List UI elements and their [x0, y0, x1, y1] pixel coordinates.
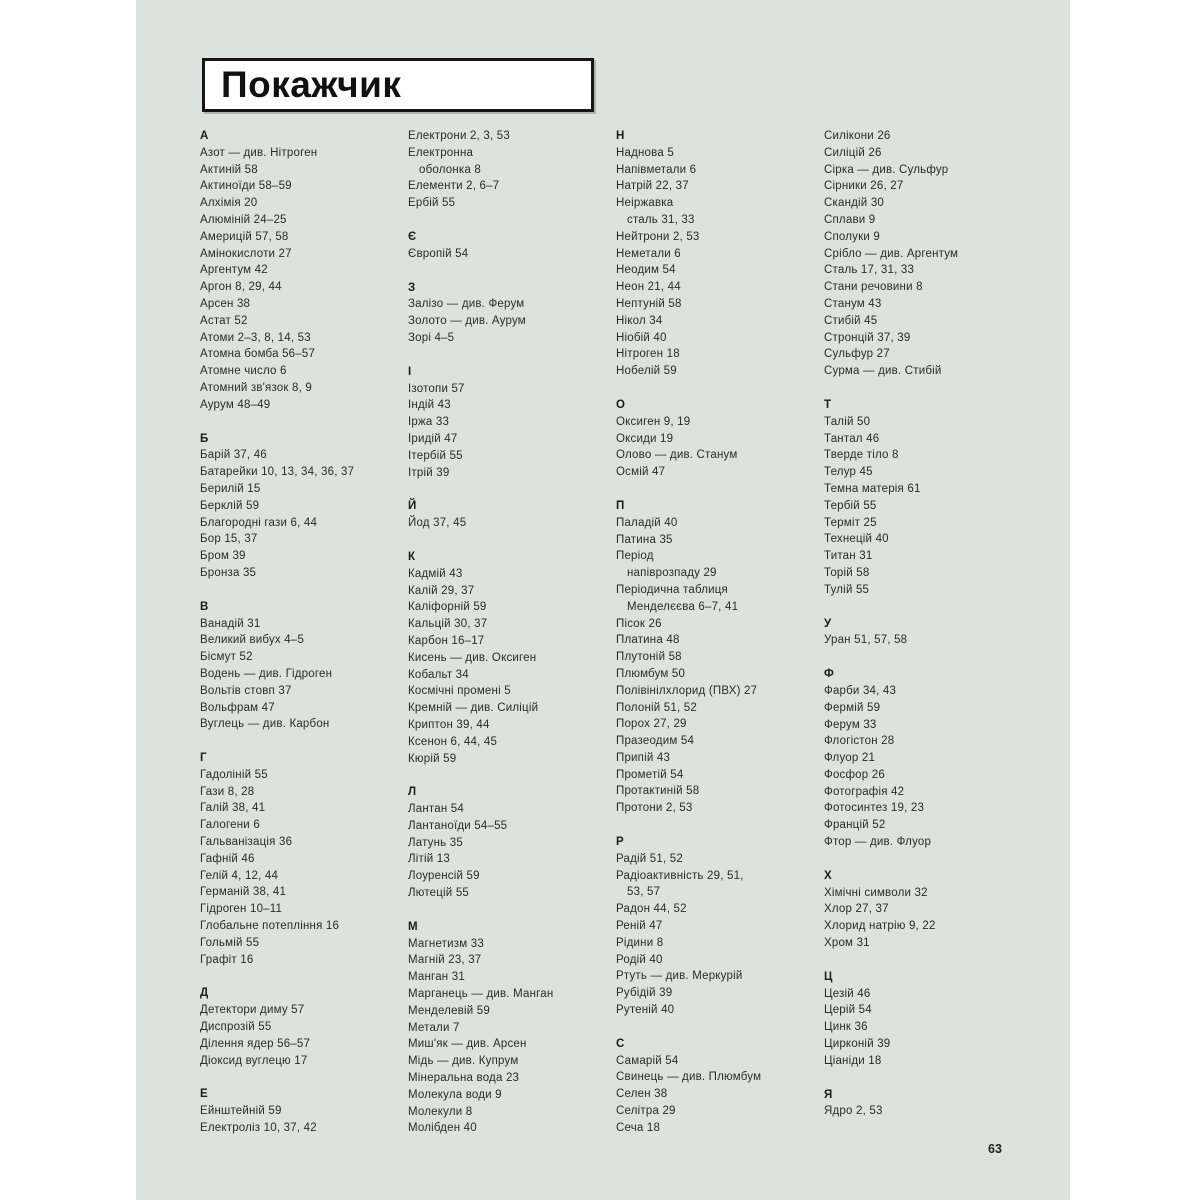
- index-entry: Іржа 33: [408, 416, 450, 429]
- index-entry: Гольмій 55: [200, 936, 260, 949]
- index-entry: Глобальне потепління 16: [200, 920, 340, 933]
- index-entry: Електронна: [408, 146, 474, 159]
- index-entry: Сполуки 9: [824, 230, 880, 243]
- index-section: [408, 229, 600, 263]
- index-title-box: [202, 58, 594, 112]
- index-entry: Осмій 47: [616, 466, 666, 479]
- index-entry: Францій 52: [824, 819, 886, 832]
- index-entry: Ейнштейній 59: [200, 1105, 282, 1118]
- section-letter: К: [408, 550, 416, 563]
- index-entry: Самарій 54: [616, 1054, 679, 1067]
- index-entry: Нептуній 58: [616, 297, 682, 310]
- index-entry: Кисень — див. Оксиген: [408, 651, 537, 664]
- index-entry: Олово — див. Станум: [616, 449, 738, 462]
- index-entry: Телур 45: [824, 466, 873, 479]
- index-entry: Сеча 18: [616, 1121, 661, 1134]
- index-entry: Напівметали 6: [616, 163, 697, 176]
- index-entry: Рутеній 40: [616, 1004, 675, 1017]
- index-entry-continuation: оболонка 8: [419, 163, 481, 176]
- index-section: [200, 1086, 392, 1136]
- index-entry: Молекула води 9: [408, 1088, 502, 1101]
- index-entry: Нікол 34: [616, 314, 663, 327]
- index-entry: Золото — див. Аурум: [408, 315, 526, 328]
- index-entry: Реній 47: [616, 920, 663, 933]
- index-entry: Силікони 26: [824, 130, 891, 142]
- index-section: [616, 1036, 808, 1137]
- index-entry: Ртуть — див. Меркурій: [616, 970, 743, 983]
- index-entry: Вуглець — див. Карбон: [200, 718, 330, 731]
- index-entry: Прометій 54: [616, 768, 684, 781]
- index-entry: Тербій 55: [824, 499, 877, 512]
- index-entry: Галогени 6: [200, 819, 260, 832]
- section-letter: Е: [200, 1088, 208, 1101]
- index-entry: Молекули 8: [408, 1105, 473, 1118]
- index-entry: Церій 54: [824, 1004, 872, 1017]
- index-column-1: [200, 128, 392, 1137]
- index-entry: Сталь 17, 31, 33: [824, 264, 915, 277]
- index-entry: Елементи 2, 6–7: [408, 180, 500, 193]
- index-entry: Гафній 46: [200, 852, 255, 865]
- index-entry-continuation: 53, 57: [627, 886, 661, 899]
- index-entry: Хлорид натрію 9, 22: [824, 920, 936, 933]
- index-entry-continuation: напіврозпаду 29: [627, 567, 717, 580]
- index-entry: Селен 38: [616, 1088, 668, 1101]
- index-entry: Уран 51, 57, 58: [824, 634, 908, 647]
- index-entry: Період: [616, 550, 654, 563]
- index-entry: Періодична таблиця: [616, 583, 728, 596]
- index-entry: Радон 44, 52: [616, 903, 687, 916]
- section-letter: Р: [616, 836, 624, 849]
- index-entry: Тверде тіло 8: [824, 449, 899, 462]
- section-letter: Г: [200, 752, 207, 765]
- index-entry: Цезій 46: [824, 987, 871, 1000]
- index-entry: Америцій 57, 58: [200, 230, 289, 243]
- index-entry: Азот — див. Нітроген: [200, 146, 318, 159]
- index-section: [824, 397, 1016, 599]
- section-letter: І: [408, 365, 412, 378]
- index-entry: Електроліз 10, 37, 42: [200, 1122, 317, 1135]
- index-section: [616, 397, 808, 481]
- index-entry: Манган 31: [408, 971, 465, 984]
- index-entry: Гідроген 10–11: [200, 903, 283, 916]
- index-section: [200, 599, 392, 733]
- section-letter: Л: [408, 786, 417, 799]
- index-section: [200, 985, 392, 1069]
- index-entry: Аргон 8, 29, 44: [200, 281, 282, 294]
- index-entry: Індій 43: [408, 399, 451, 412]
- index-entry: Сплави 9: [824, 213, 876, 226]
- index-entry: Ізотопи 57: [408, 382, 465, 395]
- index-entry: Сірка — див. Сульфур: [824, 163, 949, 176]
- index-section: [824, 969, 1016, 1070]
- index-entry: Гази 8, 28: [200, 785, 255, 798]
- index-entry: Вольфрам 47: [200, 701, 275, 714]
- section-letter: Я: [824, 1088, 833, 1101]
- index-entry: Магній 23, 37: [408, 954, 482, 967]
- index-entry: Лоуренсій 59: [408, 870, 480, 883]
- index-entry: Благородні гази 6, 44: [200, 516, 318, 529]
- section-letter: З: [408, 281, 416, 294]
- index-entry: Титан 31: [824, 550, 873, 563]
- index-entry: Алхімія 20: [200, 197, 258, 210]
- index-entry: Станум 43: [824, 297, 882, 310]
- index-entry: Срібло — див. Аргентум: [824, 247, 959, 260]
- index-entry: Графіт 16: [200, 953, 254, 966]
- index-entry: Терміт 25: [824, 516, 877, 529]
- section-letter: Т: [824, 398, 832, 411]
- index-entry: Стронцій 37, 39: [824, 331, 911, 344]
- index-section: [408, 280, 600, 347]
- section-letter: Б: [200, 432, 209, 445]
- index-entry: Калій 29, 37: [408, 584, 475, 597]
- index-section: [200, 750, 392, 968]
- section-letter: В: [200, 600, 209, 613]
- index-entry: Технецій 40: [824, 533, 889, 546]
- index-entry: Тулій 55: [824, 583, 870, 596]
- index-section: [616, 128, 808, 380]
- index-entry: Ербій 55: [408, 197, 456, 210]
- page-title: Покажчик: [221, 64, 402, 105]
- index-entry: Лютецій 55: [408, 887, 470, 900]
- index-entry: Ядро 2, 53: [824, 1105, 883, 1118]
- index-entry: Мідь — див. Купрум: [408, 1055, 519, 1068]
- section-letter: Х: [824, 869, 832, 882]
- index-section: [408, 364, 600, 482]
- index-entry: Діоксид вуглецю 17: [200, 1054, 308, 1067]
- index-entry: Атоми 2–3, 8, 14, 53: [200, 331, 311, 344]
- index-entry: Ітербій 55: [408, 449, 463, 462]
- index-entry: Селітра 29: [616, 1105, 676, 1118]
- index-entry: Стани речовини 8: [824, 281, 923, 294]
- index-entry: Бор 15, 37: [200, 533, 258, 546]
- index-entry: Лантан 54: [408, 803, 464, 816]
- index-entry: Радій 51, 52: [616, 852, 683, 865]
- book-page: [136, 0, 1070, 1200]
- index-entry: Гелій 4, 12, 44: [200, 869, 279, 882]
- index-entry: Марганець — див. Манган: [408, 988, 554, 1001]
- index-entry: Рубідій 39: [616, 987, 673, 1000]
- index-entry: Нейтрони 2, 53: [616, 230, 700, 243]
- index-column-2: [408, 128, 600, 1137]
- index-entry: Оксиген 9, 19: [616, 415, 691, 428]
- index-section: [824, 1087, 1016, 1121]
- index-entry: Метали 7: [408, 1021, 460, 1034]
- index-entry: Електрони 2, 3, 53: [408, 130, 510, 142]
- index-entry: Батарейки 10, 13, 34, 36, 37: [200, 466, 355, 479]
- index-section: [616, 834, 808, 1019]
- index-column-3: [616, 128, 808, 1137]
- index-section: [408, 784, 600, 902]
- index-entry: Хімічні символи 32: [824, 886, 928, 899]
- page-number: 63: [988, 1142, 1002, 1156]
- section-letter: Є: [408, 230, 417, 243]
- index-entry: Амінокислоти 27: [200, 247, 292, 260]
- index-entry: Ітрій 39: [408, 466, 450, 479]
- index-entry: Галій 38, 41: [200, 802, 266, 815]
- index-entry: Аргентум 42: [200, 264, 268, 277]
- index-entry: Торій 58: [824, 566, 870, 579]
- index-entry: Пісок 26: [616, 617, 662, 630]
- index-entry: Плюмбум 50: [616, 667, 686, 680]
- index-entry: Молібден 40: [408, 1122, 477, 1135]
- index-entry: Цинк 36: [824, 1021, 868, 1034]
- section-letter: П: [616, 499, 625, 512]
- index-entry: Нобелій 59: [616, 365, 677, 378]
- index-entry: Фотосинтез 19, 23: [824, 802, 925, 815]
- index-section: [824, 128, 1016, 380]
- index-columns: [200, 128, 1016, 1137]
- index-entry: Флогістон 28: [824, 735, 895, 748]
- index-entry: Ціаніди 18: [824, 1054, 882, 1067]
- index-section: [408, 128, 600, 212]
- index-entry: Вольтів стовп 37: [200, 684, 292, 697]
- index-section: [824, 616, 1016, 650]
- index-entry-continuation: Менделєєва 6–7, 41: [627, 600, 739, 613]
- index-entry: Атомний зв'язок 8, 9: [200, 381, 313, 394]
- index-section: [616, 498, 808, 817]
- index-section: [408, 549, 600, 767]
- index-column-4: [824, 128, 1016, 1137]
- index-entry: Стибій 45: [824, 314, 878, 327]
- index-entry: Гадоліній 55: [200, 768, 268, 781]
- index-entry-continuation: сталь 31, 33: [627, 213, 695, 226]
- index-entry: Патина 35: [616, 533, 673, 546]
- index-entry: Літій 13: [408, 853, 450, 866]
- index-entry: Неон 21, 44: [616, 281, 681, 294]
- index-entry: Сульфур 27: [824, 348, 890, 361]
- index-entry: Берклій 59: [200, 499, 260, 512]
- section-letter: Н: [616, 130, 625, 142]
- section-letter: Ф: [824, 668, 835, 681]
- section-letter: Ц: [824, 970, 833, 983]
- index-entry: Паладій 40: [616, 516, 678, 529]
- index-entry: Барій 37, 46: [200, 449, 267, 462]
- index-entry: Водень — див. Гідроген: [200, 667, 333, 680]
- index-entry: Диспрозій 55: [200, 1021, 272, 1034]
- index-entry: Темна матерія 61: [824, 482, 921, 495]
- section-letter: М: [408, 920, 418, 933]
- index-entry: Свинець — див. Плюмбум: [616, 1071, 762, 1084]
- index-entry: Йод 37, 45: [408, 517, 467, 530]
- index-entry: Лантаноїди 54–55: [408, 819, 508, 832]
- index-section: [824, 868, 1016, 952]
- index-entry: Ксенон 6, 44, 45: [408, 735, 498, 748]
- index-entry: Силіцій 26: [824, 146, 882, 159]
- index-entry: Мінеральна вода 23: [408, 1072, 520, 1085]
- index-entry: Великий вибух 4–5: [200, 634, 305, 647]
- index-entry: Неодим 54: [616, 264, 676, 277]
- index-entry: Фермій 59: [824, 701, 881, 714]
- index-section: [408, 498, 600, 532]
- section-letter: С: [616, 1037, 625, 1050]
- index-entry: Атомна бомба 56–57: [200, 348, 316, 361]
- index-entry: Зорі 4–5: [408, 331, 455, 344]
- index-entry: Сірники 26, 27: [824, 180, 904, 193]
- index-entry: Менделевій 59: [408, 1004, 490, 1017]
- section-letter: Д: [200, 987, 209, 1000]
- index-entry: Оксиди 19: [616, 432, 674, 445]
- index-entry: Полівінілхлорид (ПВХ) 27: [616, 684, 758, 697]
- index-entry: Ферум 33: [824, 718, 877, 731]
- index-entry: Бром 39: [200, 550, 246, 563]
- index-entry: Ділення ядер 56–57: [200, 1037, 311, 1050]
- index-entry: Натрій 22, 37: [616, 180, 689, 193]
- index-entry: Кремній — див. Силіцій: [408, 702, 539, 715]
- index-section: [408, 919, 600, 1137]
- index-entry: Арсен 38: [200, 297, 251, 310]
- index-entry: Полоній 51, 52: [616, 701, 697, 714]
- index-entry: Тантал 46: [824, 432, 880, 445]
- index-entry: Актиноїди 58–59: [200, 180, 292, 193]
- index-entry: Атомне число 6: [200, 365, 287, 378]
- index-entry: Протони 2, 53: [616, 802, 693, 815]
- index-entry: Флуор 21: [824, 752, 876, 765]
- index-entry: Сурма — див. Стибій: [824, 365, 942, 378]
- index-entry: Миш'як — див. Арсен: [408, 1038, 527, 1051]
- index-entry: Неметали 6: [616, 247, 681, 260]
- index-entry: Магнетизм 33: [408, 937, 484, 950]
- index-entry: Детектори диму 57: [200, 1004, 305, 1017]
- index-section: [200, 431, 392, 582]
- index-entry: Наднова 5: [616, 146, 674, 159]
- index-entry: Бронза 35: [200, 566, 257, 579]
- index-entry: Припій 43: [616, 751, 671, 764]
- index-entry: Європій 54: [408, 247, 469, 260]
- index-entry: Карбон 16–17: [408, 634, 485, 647]
- section-letter: У: [824, 617, 832, 630]
- index-entry: Фтор — див. Флуор: [824, 836, 932, 849]
- index-entry: Іридій 47: [408, 432, 458, 445]
- index-section: [824, 666, 1016, 851]
- index-entry: Гальванізація 36: [200, 836, 293, 849]
- index-entry: Хлор 27, 37: [824, 903, 889, 916]
- index-entry: Протактиній 58: [616, 785, 700, 798]
- index-entry: Платина 48: [616, 634, 680, 647]
- index-entry: Кюрій 59: [408, 752, 457, 765]
- index-entry: Хром 31: [824, 937, 870, 950]
- index-entry: Германій 38, 41: [200, 886, 287, 899]
- index-entry: Аурум 48–49: [200, 398, 271, 411]
- index-entry: Алюміній 24–25: [200, 213, 287, 226]
- index-entry: Бісмут 52: [200, 651, 253, 664]
- index-entry: Космічні промені 5: [408, 685, 511, 698]
- index-entry: Кобальт 34: [408, 668, 469, 681]
- index-entry: Нітроген 18: [616, 348, 680, 361]
- index-section: [200, 128, 392, 414]
- index-entry: Рідини 8: [616, 936, 664, 949]
- index-entry: Актиній 58: [200, 163, 258, 176]
- index-entry: Фарби 34, 43: [824, 684, 897, 697]
- index-entry: Цирконій 39: [824, 1038, 891, 1051]
- index-entry: Залізо — див. Ферум: [408, 298, 525, 311]
- index-entry: Плутоній 58: [616, 651, 682, 664]
- section-letter: О: [616, 398, 626, 411]
- index-entry: Криптон 39, 44: [408, 718, 490, 731]
- index-entry: Радіоактивність 29, 51,: [616, 869, 744, 882]
- index-entry: Каліфорній 59: [408, 601, 487, 614]
- index-entry: Празеодим 54: [616, 735, 695, 748]
- index-entry: Талій 50: [824, 415, 871, 428]
- index-entry: Фосфор 26: [824, 768, 885, 781]
- index-entry: Кальцій 30, 37: [408, 618, 488, 631]
- index-entry: Ванадій 31: [200, 617, 261, 630]
- index-entry: Неіржавка: [616, 197, 674, 210]
- index-entry: Берилій 15: [200, 482, 261, 495]
- index-entry: Скандій 30: [824, 197, 885, 210]
- index-entry: Астат 52: [200, 314, 248, 327]
- index-entry: Родій 40: [616, 953, 663, 966]
- section-letter: А: [200, 130, 209, 142]
- section-letter: Й: [408, 500, 417, 513]
- index-entry: Ніобій 40: [616, 331, 667, 344]
- index-entry: Кадмій 43: [408, 567, 463, 580]
- index-entry: Латунь 35: [408, 836, 463, 849]
- index-entry: Фотографія 42: [824, 785, 905, 798]
- index-entry: Порох 27, 29: [616, 718, 687, 731]
